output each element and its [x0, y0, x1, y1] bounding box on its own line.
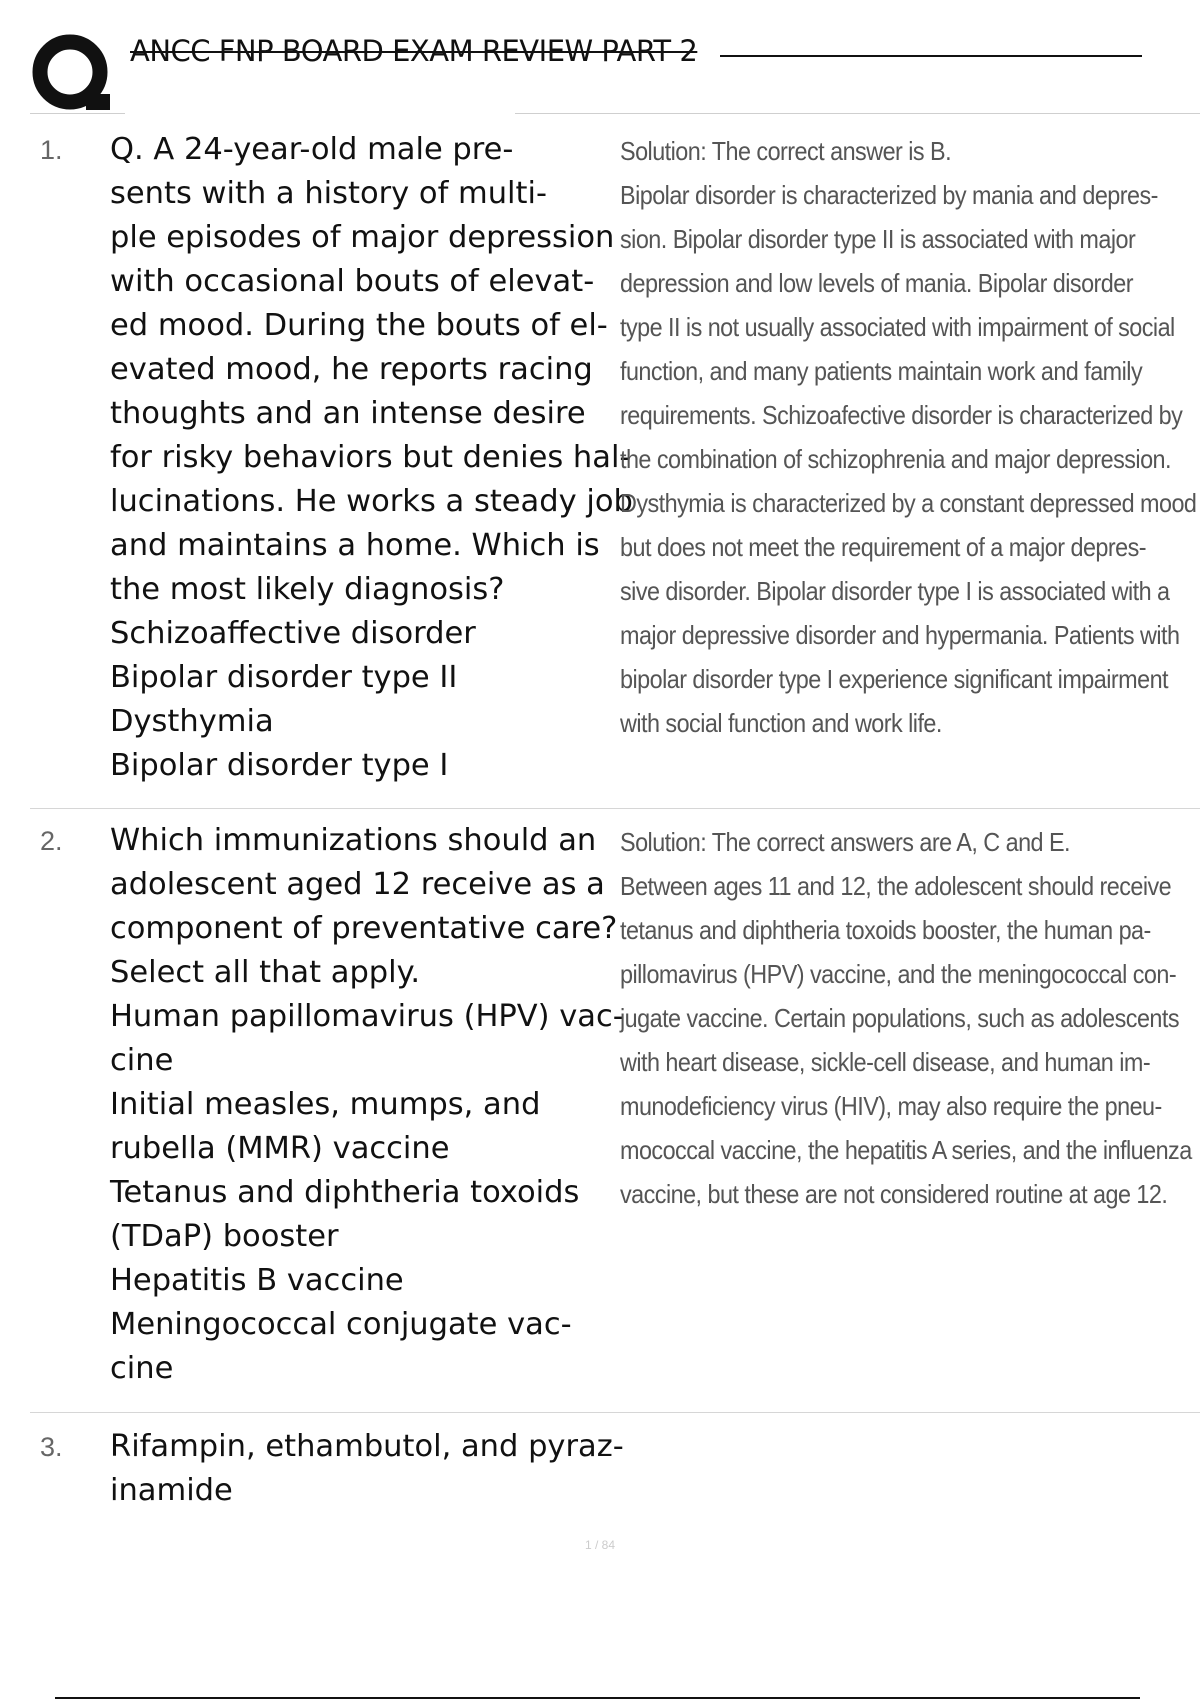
title-underline: [720, 55, 1142, 57]
solution-line: the combination of schizophrenia and major depression.: [620, 444, 1171, 474]
question-line: and maintains a home. Which is: [110, 528, 600, 563]
question-line: Q. A 24-year-old male pre-: [110, 132, 514, 167]
header-divider-left: [30, 113, 125, 114]
question-line: Dysthymia: [110, 704, 274, 739]
question-text: [110, 1425, 624, 1513]
question-line: Initial measles, mumps, and: [110, 1087, 541, 1122]
question-line: evated mood, he reports racing: [110, 352, 593, 387]
question-line: Meningococcal conjugate vac-: [110, 1307, 572, 1342]
question-line: Tetanus and diphtheria toxoids: [110, 1175, 580, 1210]
question-line: for risky behaviors but denies hal-: [110, 440, 631, 475]
question-line: adolescent aged 12 receive as a: [110, 867, 605, 902]
question-line: Rifampin, ethambutol, and pyraz-: [110, 1429, 624, 1464]
question-line: Which immunizations should an: [110, 823, 597, 858]
solution-line: Bipolar disorder is characterized by mania and depres-: [620, 180, 1158, 210]
solution-line: pillomavirus (HPV) vaccine, and the meningococcal con-: [620, 959, 1177, 989]
solution-line: jugate vaccine. Certain populations, such as adolescents: [620, 1003, 1180, 1033]
solution-line: munodeficiency virus (HIV), may also require the pneu-: [620, 1091, 1162, 1121]
solution-line: with social function and work life.: [620, 708, 942, 738]
question-line: with occasional bouts of elevat-: [110, 264, 595, 299]
solution-line: major depressive disorder and hypermania. Patients with: [620, 620, 1180, 650]
question-line: lucinations. He works a steady job: [110, 484, 633, 519]
question-line: Bipolar disorder type II: [110, 660, 458, 695]
question-line: Schizoaffective disorder: [110, 616, 476, 651]
solution-line: Solution: The correct answer is B.: [620, 136, 952, 166]
solution-line: sion. Bipolar disorder type II is associated with major: [620, 224, 1136, 254]
solution-line: requirements. Schizoafective disorder is characterized by: [620, 400, 1183, 430]
row-divider: [30, 808, 1200, 809]
question-line: Select all that apply.: [110, 955, 421, 990]
solution-line: Between ages 11 and 12, the adolescent should receive: [620, 871, 1172, 901]
question-line: thoughts and an intense desire: [110, 396, 586, 431]
solution-line: function, and many patients maintain work and family: [620, 356, 1143, 386]
document-title: ANCC FNP BOARD EXAM REVIEW PART 2: [130, 34, 698, 68]
solution-line: mococcal vaccine, the hepatitis A series, and the influenza: [620, 1135, 1192, 1165]
question-line: ple episodes of major depression: [110, 220, 615, 255]
question-line: the most likely diagnosis?: [110, 572, 505, 607]
footer-rule: [55, 1697, 1140, 1699]
solution-line: but does not meet the requirement of a major depres-: [620, 532, 1147, 562]
solution-text: [620, 820, 1200, 1216]
question-line: ed mood. During the bouts of el-: [110, 308, 608, 343]
solution-line: vaccine, but these are not considered routine at age 12.: [620, 1179, 1168, 1209]
solution-line: bipolar disorder type I experience significant impairment: [620, 664, 1169, 694]
question-line: (TDaP) booster: [110, 1219, 339, 1254]
question-text: [110, 128, 633, 788]
q-logo-icon: [30, 32, 114, 116]
solution-line: with heart disease, sickle-cell disease, and human im-: [620, 1047, 1151, 1077]
question-line: Bipolar disorder type I: [110, 748, 449, 783]
page-indicator: 1 / 84: [584, 1538, 616, 1552]
solution-text: [620, 129, 1200, 745]
question-number: 1.: [40, 135, 63, 165]
question-line: Human papillomavirus (HPV) vac-: [110, 999, 624, 1034]
question-line: rubella (MMR) vaccine: [110, 1131, 450, 1166]
question-line: Hepatitis B vaccine: [110, 1263, 404, 1298]
solution-line: Dysthymia is characterized by a constant depressed mood: [620, 488, 1197, 518]
solution-line: Solution: The correct answers are A, C and E.: [620, 827, 1071, 857]
solution-line: type II is not usually associated with impairment of social: [620, 312, 1175, 342]
question-line: sents with a history of multi-: [110, 176, 547, 211]
question-number: 2.: [40, 826, 63, 856]
solution-line: tetanus and diphtheria toxoids booster, the human pa-: [620, 915, 1151, 945]
question-line: cine: [110, 1043, 174, 1078]
question-text: [110, 819, 624, 1391]
row-divider: [30, 1412, 1200, 1413]
solution-line: depression and low levels of mania. Bipolar disorder: [620, 268, 1134, 298]
question-number: 3.: [40, 1432, 63, 1462]
question-line: inamide: [110, 1473, 233, 1508]
solution-line: sive disorder. Bipolar disorder type I is associated with a: [620, 576, 1170, 606]
header-divider-right: [515, 113, 1200, 114]
question-line: cine: [110, 1351, 174, 1386]
question-line: component of preventative care?: [110, 911, 618, 946]
